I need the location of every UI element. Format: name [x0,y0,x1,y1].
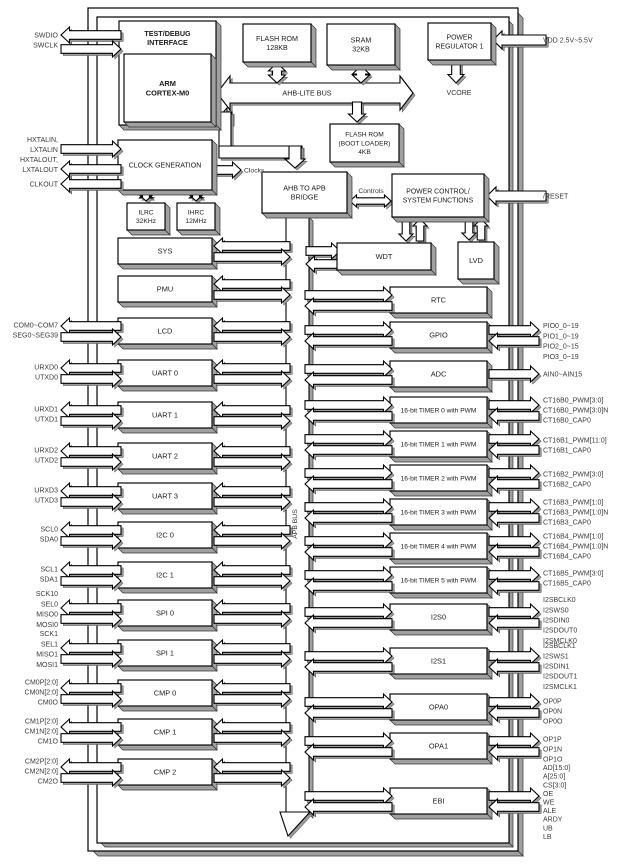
block-cmp-1-label: CMP 1 [153,727,177,737]
pin-label-spi1: MISO1 [36,651,58,659]
block-16-bit-timer-2-with-pwm-bottom [390,491,492,496]
block-16-bit-timer-3-with-pwm-label: 16-bit TIMER 3 with PWM [400,509,477,517]
pin-label-cmp2: CM2N[2:0] [24,768,58,776]
pin-label-timer4: CT16B4_CAP0 [543,553,591,561]
block-16-bit-timer-5-with-pwm-bottom [390,593,492,598]
block-rtc-bottom [390,313,492,318]
block-i2c-0-bottom [118,548,217,553]
pin-label-gpio: PIO2_0~15 [543,343,579,351]
sram-box-label: 32KB [352,44,370,54]
arm-cortex-m0-box-label: CORTEX-M0 [145,88,190,98]
block-opa1-label: OPA1 [428,741,449,751]
lvd-box-bottom [458,279,499,284]
pin-label-lcd: SEG0~SEG39 [12,332,58,340]
pin-label-i2s0: I2SWS0 [543,607,569,615]
clock-generation-box-side [212,140,217,195]
pin-label-cmp0: CM0O [37,699,58,707]
pin-label-swd: SWCLK [33,42,58,50]
sram-box-side [395,24,400,70]
ilrc-box-label: 32KHz [135,218,157,226]
block-gpio-bottom [390,348,492,353]
block-pmu-label: PMU [156,284,174,294]
pin-label-i2s1: I2SBCLK1 [543,643,576,651]
block-ebi-label: EBI [432,796,445,806]
pin-label-i2s1: I2SDIN1 [543,663,570,671]
pin-label-cmp1: CM1P[2:0] [24,718,58,726]
ahb-lite-bus-label: AHB-LITE BUS [282,88,332,98]
vcore-label: VCORE [446,90,472,97]
pin-label-ebi: LB [543,833,552,841]
pin-label-ebi: WE [543,799,555,807]
pin-label-uart3: UTXD3 [35,497,58,505]
pin-label-timer2: CT16B2_PWM[3:0] [543,471,604,479]
block-16-bit-timer-2-with-pwm-label: 16-bit TIMER 2 with PWM [400,475,477,483]
pin-label-ebi: AD[15:0] [543,765,571,773]
pin-label-timer5: CT16B5_CAP0 [543,580,591,588]
ihrc-box-label: IHRC [187,209,205,217]
pin-label-i2c0: SDA0 [39,536,58,544]
pin-label-cmp2: CM2O [37,778,58,786]
pin-label-reset: /RESET [543,193,569,201]
pin-label-uart2: URXD2 [34,447,58,455]
block-16-bit-timer-3-with-pwm-bottom [390,525,492,530]
pin-label-spi0: MISO0 [36,611,58,619]
block-pmu-bottom [118,302,217,307]
block-rtc-label: RTC [430,295,447,305]
ilrc-box [127,203,165,230]
block-adc-bottom [390,387,492,392]
pin-label-i2s1: I2SDOUT1 [543,673,578,681]
block-cmp-2-label: CMP 2 [153,767,177,777]
pin-label-spi1: SEL1 [40,641,58,649]
pin-label-ebi: ARDY [543,816,563,824]
pin-label-swd: SWDIO [34,32,58,40]
pin-label-gpio: PIO3_0~19 [543,353,579,361]
pin-label-timer3: CT16B3_PWM[1:0]N [543,509,609,517]
sram-box-label: SRAM [350,35,372,45]
block-uart-3-bottom [118,509,217,514]
ahb-to-apb-bridge-box-side [347,172,352,218]
block-adc-label: ADC [430,369,447,379]
ihrc-box [177,203,215,230]
pin-label-lcd: COM0~COM7 [13,322,58,330]
block-16-bit-timer-1-with-pwm-label: 16-bit TIMER 1 with PWM [400,441,477,449]
pin-label-gpio: PIO0_0~19 [543,323,579,331]
clock-generation-box-label: CLOCK GENERATION [128,161,202,170]
clock-generation-box-bottom [118,190,217,195]
pin-label-i2s0: I2SMCLK0 [543,637,577,645]
pin-label-timer2: CT16B2_CAP0 [543,481,591,489]
power-regulator-box-label: REGULATOR 1 [435,43,484,51]
power-control-box-side [484,174,489,222]
block-lcd-label: LCD [157,326,173,336]
block-cmp-1-bottom [118,745,217,750]
flash-rom-box-label: FLASH ROM [256,33,298,43]
pin-label-vdd: VDD 2.5V~5.5V [543,37,593,45]
pin-label-spi1: SCK1 [39,631,58,639]
power-regulator-box-label: POWER [446,34,473,42]
power-control-box-bottom [392,217,489,222]
pin-label-spi0: SCK10 [35,591,58,599]
pin-label-uart1: URXD1 [34,406,58,414]
block-16-bit-timer-0-with-pwm-bottom [390,423,492,428]
wdt-box-side [431,243,436,275]
wdt-box-bottom [337,270,436,275]
block-16-bit-timer-1-with-pwm-bottom [390,457,492,462]
boot-flash-box-bottom [330,162,404,167]
pin-label-opa0: OP0O [543,718,563,726]
pin-label-opa1: OP1O [543,756,563,764]
pin-label-adc: AIN0~AIN15 [543,371,583,379]
power-control-box [392,174,484,217]
lvd-box-label: LVD [469,256,483,266]
ahb-to-apb-bridge-box-label: AHB TO APB [283,183,326,193]
pin-label-xtal-in: HXTALIN, [27,136,58,144]
block-i2c-0-label: I2C 0 [156,530,174,540]
test-debug-interface-box-label: INTERFACE [147,38,188,48]
ahb-to-apb-bridge-box-bottom [262,213,352,218]
power-control-box-label: POWER CONTROL/ [406,188,470,196]
arm-cortex-m0-box-label: ARM [159,78,176,88]
pin-label-opa1: OP1P [543,736,562,744]
pin-label-clkout: CLKOUT [29,181,58,189]
block-lcd-bottom [118,344,217,349]
power-regulator-box-bottom [428,60,496,65]
block-i2c-1-bottom [118,588,217,593]
flash-rom-box-side [311,24,316,67]
pin-label-uart0: UTXD0 [35,374,58,382]
ilrc-box-label: ILRC [138,209,154,217]
pin-label-timer4: CT16B4_PWM[1:0]N [543,543,609,551]
pin-label-timer4: CT16B4_PWM[1:0] [543,533,604,541]
block-16-bit-timer-0-with-pwm-label: 16-bit TIMER 0 with PWM [400,407,477,415]
pin-label-cmp2: CM2P[2:0] [24,758,58,766]
wdt-box-label: WDT [375,252,393,262]
pin-label-cmp0: CM0N[2:0] [24,689,58,697]
pin-label-xtal-out: HXTALOUT, [20,156,58,164]
block-uart-1-bottom [118,428,217,433]
pin-label-cmp1: CM1N[2:0] [24,728,58,736]
block-ebi-bottom [390,814,492,819]
pin-label-ebi: UB [543,825,553,833]
pin-label-timer3: CT16B3_PWM[1:0] [543,499,604,507]
ahb-to-apb-bridge-box-label: BRIDGE [290,192,319,202]
block-opa1-bottom [390,759,492,764]
boot-flash-box-label: (BOOT LOADER) [338,140,391,148]
block-i2s0-label: I2S0 [430,612,447,622]
pin-label-timer3: CT16B3_CAP0 [543,519,591,527]
controls-label: Controls [358,188,384,195]
pin-label-i2s0: I2SDIN0 [543,617,570,625]
pin-label-i2c1: SCL1 [40,566,58,574]
block-uart-2-label: UART 2 [151,451,179,461]
pin-label-timer0: CT16B0_CAP0 [543,417,591,425]
ilrc-box-side [165,203,170,235]
pin-label-ebi: A[25:0] [543,773,566,781]
block-i2s0-bottom [390,630,492,635]
arm-cortex-m0-box-side [211,54,216,127]
apb-bus-label: APB BUS [292,509,299,539]
pin-label-i2s0: I2SBCLK0 [543,597,576,605]
pin-label-ebi: ALE [543,808,557,816]
pin-label-timer0: CT16B0_PWM[3:0] [543,397,604,405]
block-16-bit-timer-5-with-pwm-label: 16-bit TIMER 5 with PWM [400,577,477,585]
pin-label-xtal-out: LXTALOUT [22,167,58,175]
pin-label-timer5: CT16B5_PWM[3:0] [543,570,604,578]
pin-label-opa1: OP1N [543,746,563,754]
pin-label-i2s1: I2SWS1 [543,653,569,661]
power-regulator-box [428,23,491,60]
block-spi-0-label: SPI 0 [155,608,175,618]
block-i2s1-bottom [390,674,492,679]
pin-label-cmp1: CM1O [37,738,58,746]
power-control-box-label: SYSTEM FUNCTIONS [402,197,474,205]
test-debug-interface-box-side [216,21,221,130]
block-16-bit-timer-4-with-pwm-label: 16-bit TIMER 4 with PWM [400,543,477,551]
pin-label-spi0: SEL0 [40,601,58,609]
sram-box-bottom [327,65,400,70]
ilrc-box-bottom [127,230,170,235]
block-cmp-2-bottom [118,785,217,790]
pin-label-spi0: MOSI0 [36,621,58,629]
arm-cortex-m0-box-bottom [124,122,216,127]
ihrc-box-bottom [177,230,220,235]
pin-label-ebi: OE [543,790,554,798]
flash-rom-box-bottom [243,62,316,67]
test-debug-interface-box-label: TEST/DEBUG [144,28,191,38]
block-gpio-label: GPIO [429,330,448,340]
ihrc-box-side [215,203,220,235]
block-cmp-0-bottom [118,706,217,711]
block-spi-1-label: SPI 1 [155,648,175,658]
pin-label-spi1: MOSI1 [36,661,58,669]
boot-flash-box-side [399,124,404,167]
pin-label-cmp0: CM0P[2:0] [24,679,58,687]
block-opa0-bottom [390,720,492,725]
block-uart-2-bottom [118,469,217,474]
pin-label-opa0: OP0N [543,708,563,716]
block-uart-0-label: UART 0 [151,368,179,378]
block-sys-label: SYS [157,246,173,256]
pin-label-uart0: URXD0 [34,364,58,372]
block-uart-1-label: UART 1 [151,410,179,420]
boot-flash-box-label: 4KB [358,149,371,157]
block-cmp-0-label: CMP 0 [153,688,177,698]
block-opa0-label: OPA0 [428,702,449,712]
pin-label-timer0: CT16B0_PWM[3:0]N [543,407,609,415]
block-i2c-1-label: I2C 1 [156,570,174,580]
pin-label-i2c1: SDA1 [39,576,58,584]
block-uart-3-label: UART 3 [151,491,179,501]
block-sys-bottom [118,264,217,269]
chip-border-shadow [93,851,523,856]
clocks-label: Clocks [244,167,265,175]
pin-label-gpio: PIO1_0~19 [543,333,579,341]
pin-label-i2s0: I2SDOUT0 [543,627,578,635]
lvd-box-side [494,242,499,284]
pin-label-uart3: URXD3 [34,487,58,495]
boot-flash-box-label: FLASH ROM [345,131,384,139]
block-uart-0-bottom [118,386,217,391]
flash-rom-box-label: 128KB [266,43,288,53]
pin-label-timer1: CT16B1_CAP0 [543,447,591,455]
block-spi-0-bottom [118,626,217,631]
pin-label-opa0: OP0P [543,698,562,706]
power-regulator-box-side [491,23,496,65]
block-spi-1-bottom [118,666,217,671]
pin-label-timer1: CT16B1_PWM[11:0] [543,437,607,445]
pin-label-uart2: UTXD2 [35,457,58,465]
pin-label-i2s1: I2SMCLK1 [543,683,577,691]
pin-label-uart1: UTXD1 [35,416,58,424]
pin-label-i2c0: SCL0 [40,526,58,534]
block-i2s1-label: I2S1 [430,656,447,666]
pin-label-ebi: CS[3:0] [543,782,567,790]
block-16-bit-timer-4-with-pwm-bottom [390,559,492,564]
ihrc-box-label: 12MHz [185,218,207,226]
pin-label-xtal-in: LXTALIN [30,147,58,155]
